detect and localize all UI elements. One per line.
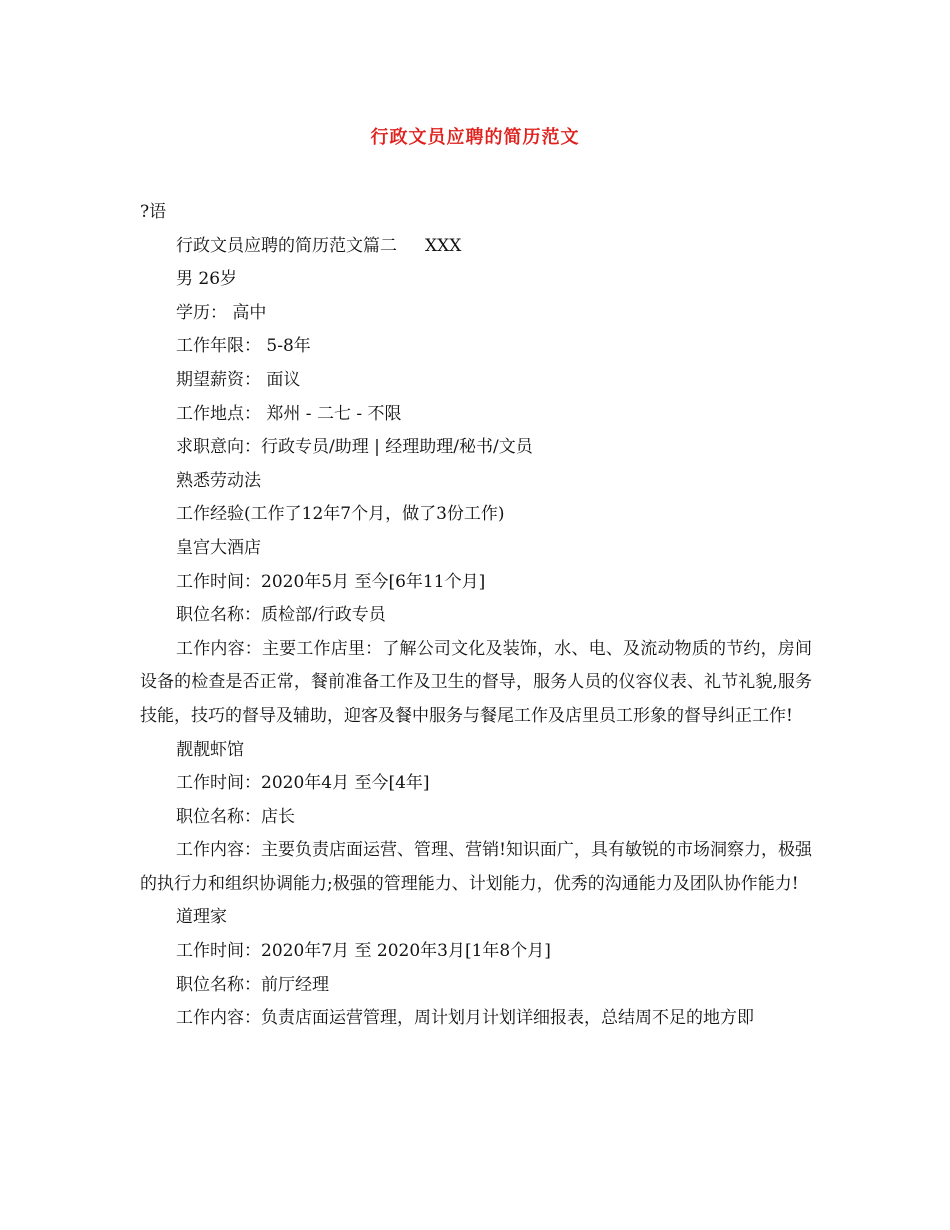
text-line-subtitle [140, 230, 812, 264]
text-line-company-2: 靓靓虾馆 [176, 739, 244, 760]
text-line-job-1-title: 职位名称：质检部/行政专员 [176, 605, 386, 626]
text-line-intention: 求职意向：行政专员/助理 | 经理助理/秘书/文员 [176, 437, 533, 458]
text-line-experience-summary: 工作经验(工作了12年7个月，做了3份工作) [176, 504, 505, 525]
text-line-job-3-content: 工作内容：负责店面运营管理，周计划月计划详细报表，总结周不足的地方即 [176, 1008, 754, 1029]
text-line-job-2-title: 职位名称：店长 [176, 806, 295, 827]
text-line-skill: 熟悉劳动法 [176, 470, 261, 491]
paragraph-job-1-content: 工作内容：主要工作店里：了解公司文化及装饰，水、电、及流动物质的节约，房间设备的检查是否正常，餐前准备工作及卫生的督导，服务人员的仪容仪表、礼节礼貌,服务技能，技巧的督导及辅助，迎客及餐中服务与餐尾工作及店里员工形象的督导纠正工作! [140, 638, 812, 726]
document-title: 行政文员应聘的简历范文 [370, 127, 580, 148]
text-line-location: 工作地点： 郑州 - 二七 - 不限 [176, 403, 402, 424]
text-line-job-3-title: 职位名称：前厅经理 [176, 974, 329, 995]
subtitle-text: 行政文员应聘的简历范文篇二 [176, 235, 397, 256]
paragraph-job-2-content: 工作内容：主要负责店面运营、管理、营销!知识面广，具有敏锐的市场洞察力，极强的执行力和组织协调能力;极强的管理能力、计划能力，优秀的沟通能力及团队协作能力! [140, 840, 812, 894]
text-line-company-1: 皇宫大酒店 [176, 537, 261, 558]
text-line-education: 学历： 高中 [176, 302, 267, 323]
text-line-work-years: 工作年限： 5-8年 [176, 336, 311, 357]
document-body [140, 196, 812, 1036]
text-line-company-3: 道理家 [176, 907, 227, 928]
text-line-job-1-time: 工作时间：2020年5月 至今[6年11个月] [176, 571, 486, 592]
candidate-name: XXX [425, 235, 462, 256]
text-line-job-3-time: 工作时间：2020年7月 至 2020年3月[1年8个月] [176, 941, 551, 962]
text-line-greeting: ?语 [140, 202, 167, 222]
text-line-gender-age: 男 26岁 [176, 269, 238, 290]
text-line-salary: 期望薪资： 面议 [176, 369, 301, 390]
text-line-job-2-time: 工作时间：2020年4月 至今[4年] [176, 773, 430, 794]
